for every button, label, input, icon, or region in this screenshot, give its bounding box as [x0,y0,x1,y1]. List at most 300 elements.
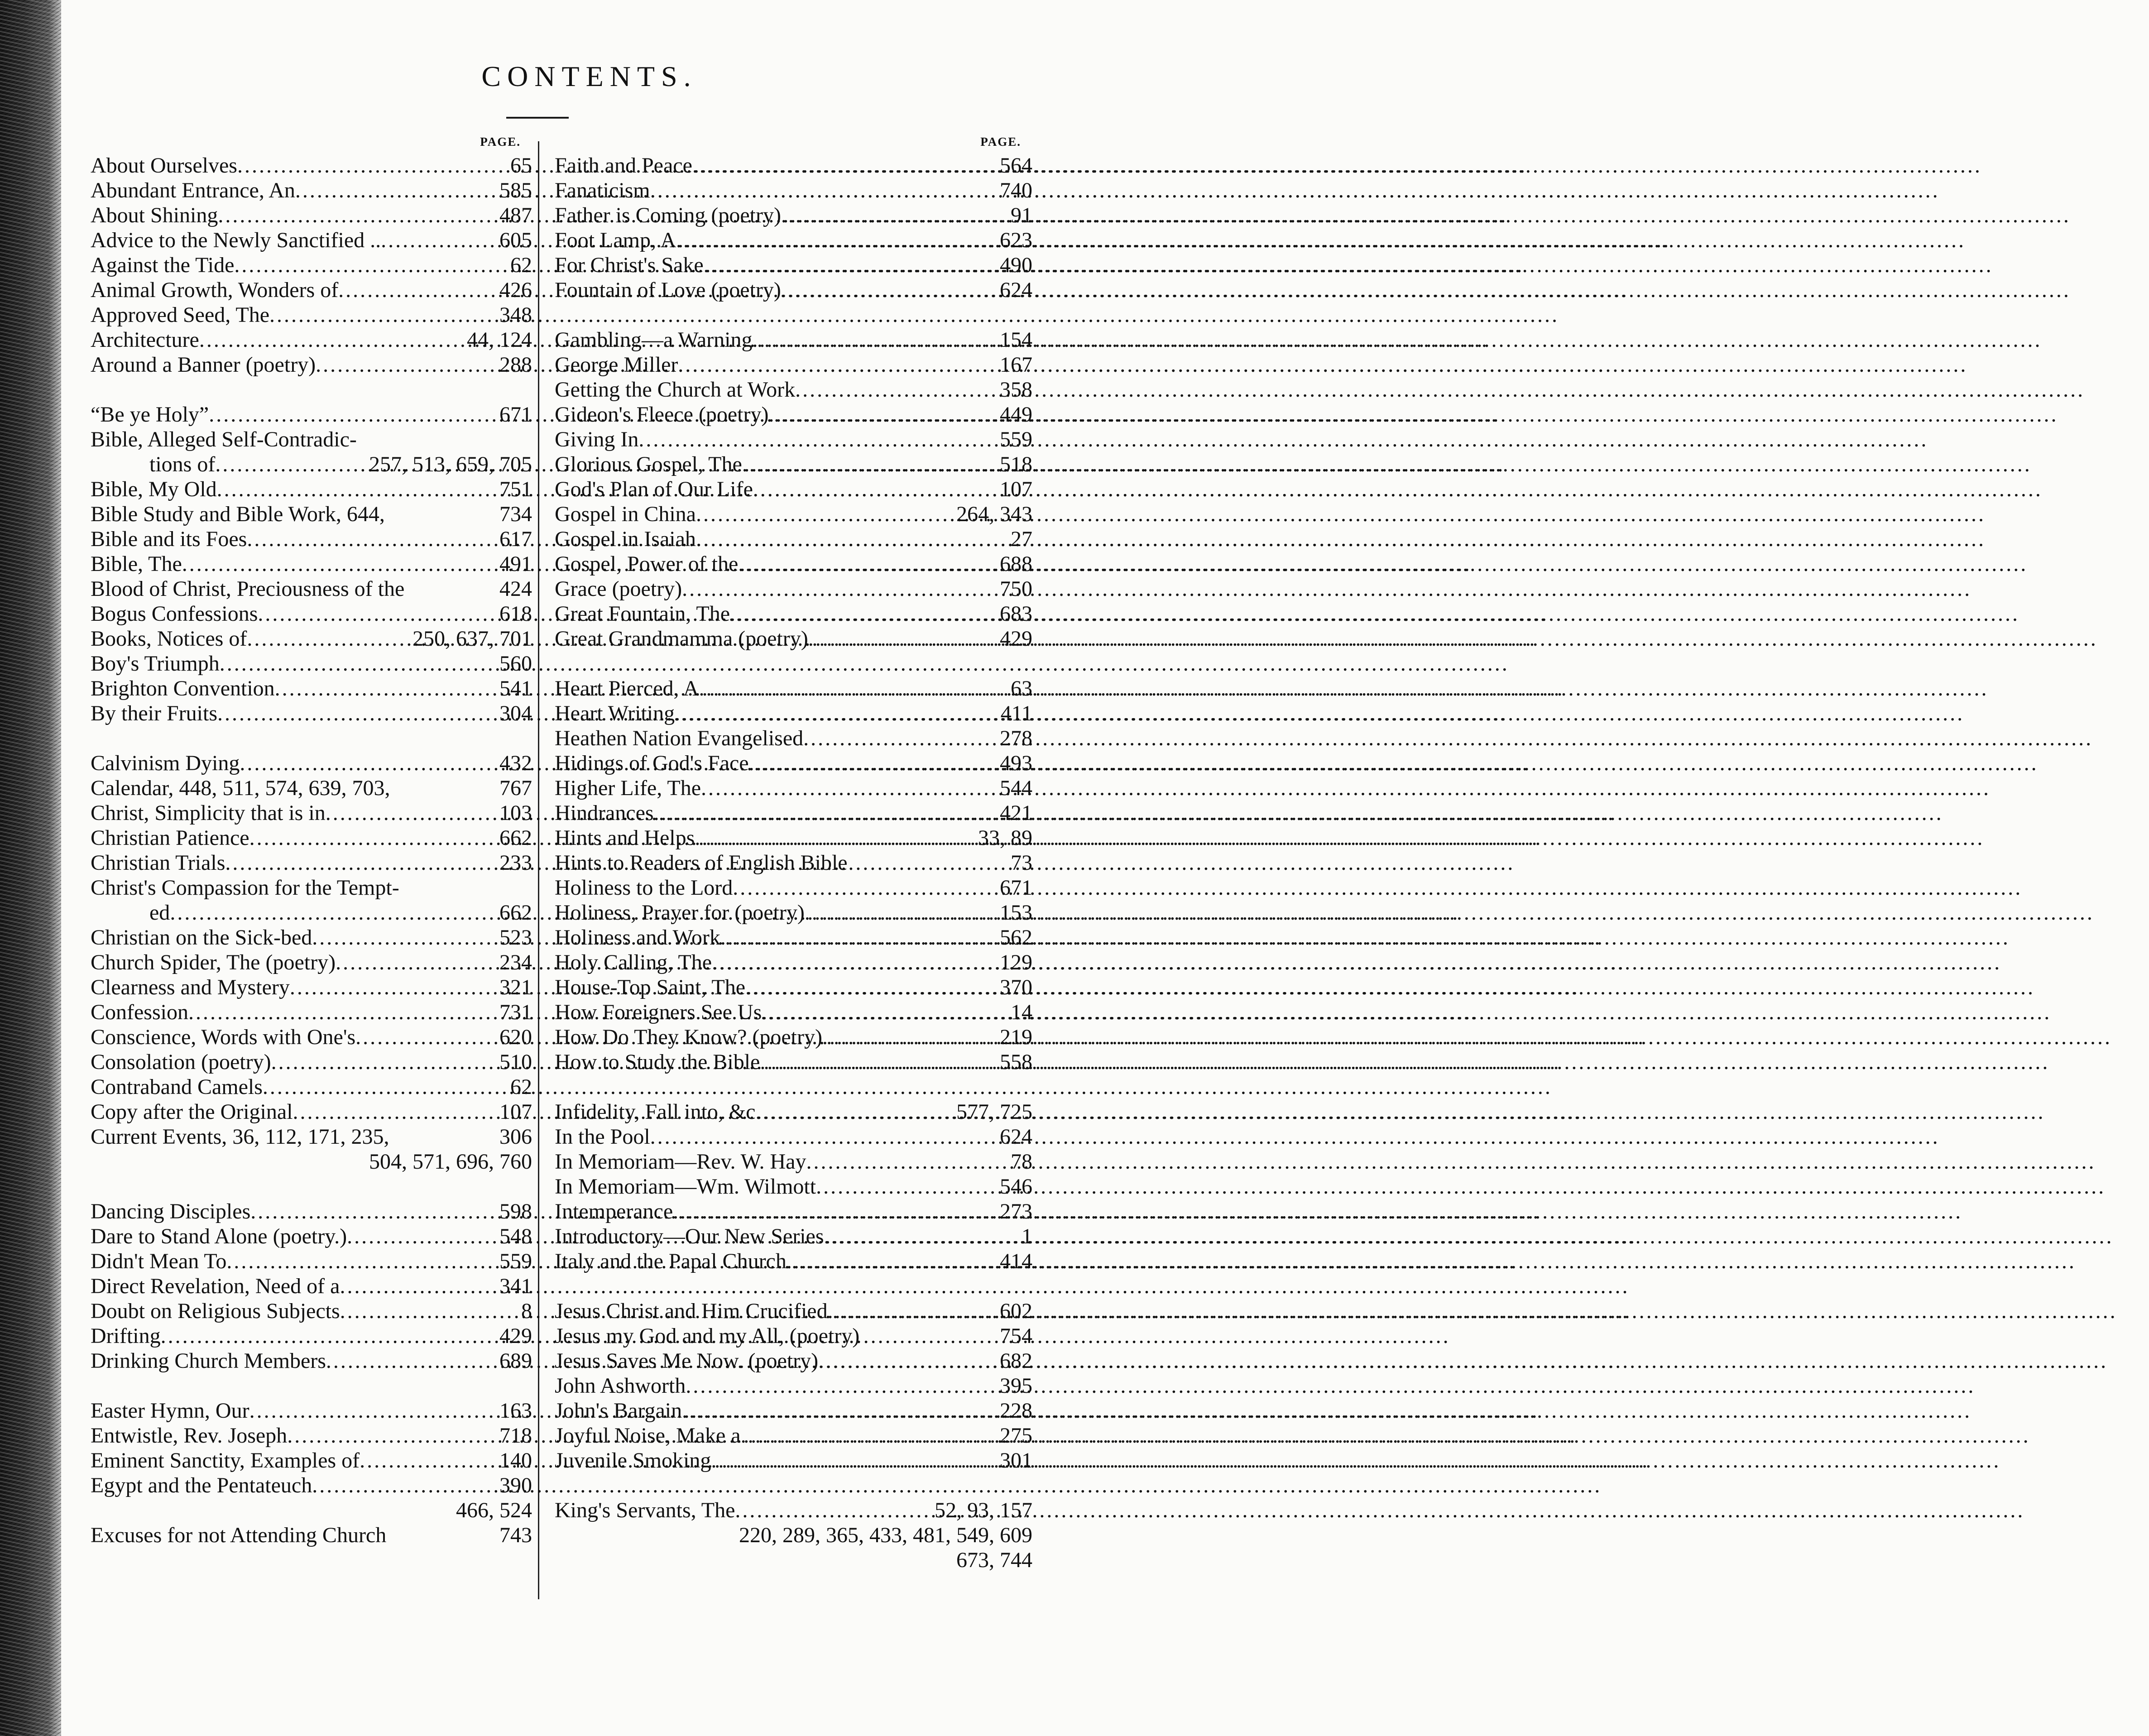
contents-entry [555,776,1032,801]
entry-page-number: 163 [499,1399,532,1423]
entry-title: Faith and Peace [555,153,692,177]
entry-title: Books, Notices of [91,627,247,651]
entry-page-number: 429 [1000,627,1032,651]
leader-dots [696,502,954,527]
entry-title: Giving In [555,427,639,451]
entry-title: Against the Tide [91,253,235,277]
entry-page-number: 33, 89 [978,826,1032,850]
leader-dots [271,1050,497,1074]
entry-title: In Memoriam—Wm. Wilmott [555,1175,816,1199]
leader-dots [250,1199,497,1224]
contents-entry [555,1448,1032,1473]
entry-title: Architecture [91,328,199,352]
section-gap [555,651,1032,676]
entry-page-number: 767 [499,776,532,800]
leader-dots [749,751,997,776]
entry-title: How Foreigners See Us [555,1000,762,1024]
leader-dots [326,1348,497,1373]
entry-page-number: 73 [1011,851,1032,875]
contents-entry [91,452,532,477]
entry-page-number: 683 [1000,602,1032,626]
contents-entry [91,1124,532,1149]
leader-dots [686,1373,997,1398]
leader-dots [768,402,997,427]
entry-title: Entwistle, Rev. Joseph [91,1424,288,1448]
entry-title: Drinking Church Members [91,1349,326,1373]
section-gap [91,726,532,751]
entry-page-number: 671 [499,403,532,427]
contents-entry [91,626,532,651]
contents-entry [555,1348,1032,1373]
leader-dots [340,1274,497,1299]
contents-entry [91,352,532,377]
entry-page-number: 562 [1000,926,1032,950]
entry-title: Copy after the Original [91,1100,293,1124]
leader-dots [258,601,497,626]
entry-title: Higher Life, The [555,776,701,800]
entry-page-number: 558 [1000,1050,1032,1074]
entry-title: John Ashworth [555,1374,686,1398]
contents-column-right [555,130,1032,1573]
contents-entry [91,302,532,327]
entry-page-number: 306 [499,1125,532,1149]
leader-dots [712,950,997,975]
page-column-heading: PAGE. [480,135,521,149]
leader-dots [237,153,508,178]
contents-entry [91,701,532,726]
entry-page-number: 154 [1000,328,1032,352]
contents-entry [91,1299,532,1324]
contents-entry [555,477,1032,502]
entry-title: Fanaticism [555,178,650,202]
contents-entry [91,900,532,925]
contents-entry [555,1498,1032,1523]
entry-page-number: 493 [1000,751,1032,775]
contents-entry [555,278,1032,302]
contents-entry [91,1074,532,1099]
entry-title: Hindrances [555,801,654,825]
contents-entry [555,626,1032,651]
contents-entry [555,900,1032,925]
entry-title: Bible Study and Bible Work, 644, [91,502,385,526]
leader-dots [673,1199,997,1224]
contents-entry [555,253,1032,278]
entry-title: John's Bargain [555,1399,682,1423]
contents-entry [555,377,1032,402]
entry-title: Confession [91,1000,188,1024]
contents-entry [555,1174,1032,1199]
contents-entry [555,1000,1032,1025]
contents-entry [91,950,532,975]
contents-entry [91,1199,532,1224]
entry-title: In the Pool [555,1125,650,1149]
entry-title: Great Fountain, The [555,602,730,626]
entry-page-number: 273 [1000,1199,1032,1223]
contents-entry [91,1050,532,1074]
leader-dots [753,327,998,352]
entry-page-number: 689 [499,1349,532,1373]
leader-dots [675,701,998,726]
entry-title: Eminent Sanctity, Examples of [91,1448,360,1472]
leader-dots [824,1224,1019,1249]
leader-dots [182,551,497,576]
entry-title: George Miller [555,353,678,377]
entry-page-number: 1 [1022,1224,1032,1248]
entry-page-number: 321 [499,975,532,999]
entry-page-number: 301 [1000,1448,1032,1472]
contents-entry [555,352,1032,377]
leader-dots [682,1398,997,1423]
leader-dots [781,203,1008,228]
entry-page-number: 617 [499,527,532,551]
contents-entry [91,1398,532,1423]
leader-dots [209,402,497,427]
leader-dots [247,626,410,651]
entry-title: Excuses for not Attending Church [91,1523,387,1547]
leader-dots [654,801,997,825]
leader-dots [293,1099,497,1124]
contents-entry [555,975,1032,1000]
leader-dots [336,950,497,975]
entry-title: Foot Lamp, A [555,228,676,252]
entry-title: Dancing Disciples [91,1199,251,1223]
leader-dots [806,1149,1008,1174]
entry-title: Christian on the Sick-bed [91,926,312,950]
leader-dots [781,278,997,302]
leader-dots [720,925,997,950]
entry-title: Current Events, 36, 112, 171, 235, [91,1125,389,1149]
entry-title: Egypt and the Pentateuch [91,1473,312,1497]
contents-entry [91,825,532,850]
contents-entry [555,825,1032,850]
entry-page-number: 624 [1000,1125,1032,1149]
leader-dots [696,527,1008,551]
entry-title: Calvinism Dying [91,751,240,775]
entry-page-number: 541 [499,676,532,700]
section-gap [555,302,1032,327]
entry-title: Father is Coming (poetry) [555,203,781,227]
entry-title: Gospel in Isaiah [555,527,696,551]
leader-dots [240,751,497,776]
leader-dots [692,153,997,178]
entry-page-number: 559 [1000,427,1032,451]
entry-page-number: 348 [499,303,532,327]
contents-entry [91,576,532,601]
entry-page-number: 275 [1000,1424,1032,1448]
entry-page-number: 754 [1000,1324,1032,1348]
entry-page-number: 390 [499,1473,532,1497]
leader-dots [188,1000,497,1025]
entry-title: Direct Revelation, Need of a [91,1274,340,1298]
contents-entry [91,1348,532,1373]
leader-dots [803,726,997,751]
leader-dots [199,327,464,352]
entry-title: Dare to Stand Alone (poetry.) [91,1224,347,1248]
entry-continuation: 466, 524 [456,1498,532,1522]
leader-dots [742,452,997,477]
leader-dots [215,452,366,477]
entry-page-number: 585 [499,178,532,202]
entry-page-number: 411 [1000,701,1032,725]
entry-title: Christian Patience [91,826,249,850]
entry-title: Italy and the Papal Church [555,1249,787,1273]
contents-entry [555,1324,1032,1348]
contents-entry [555,701,1032,726]
entry-page-number: 78 [1011,1150,1032,1174]
entry-title: Easter Hymn, Our [91,1399,249,1423]
leader-dots [217,477,497,502]
entry-page-number: 153 [1000,901,1032,925]
entry-title: Contraband Camels [91,1075,263,1099]
entry-page-number: 688 [1000,552,1032,576]
entry-title: Gospel, Power of the [555,552,739,576]
contents-entry [555,228,1032,253]
entry-page-number: 14 [1011,1000,1032,1024]
entry-title: Jesus Saves Me Now. (poetry) [555,1349,819,1373]
entry-continuation: Bible, Alleged Self-Contradic- [91,427,357,451]
entry-title: Jesus Christ and Him Crucified [555,1299,828,1323]
entry-page-number: 602 [1000,1299,1032,1323]
entry-page-number: 598 [499,1199,532,1223]
entry-page-number: 395 [1000,1374,1032,1398]
entry-title: Bogus Confessions [91,602,258,626]
entry-title: About Shining [91,203,218,227]
entry-title: Intemperance [555,1199,673,1223]
section-gap [91,377,532,402]
entry-page-number: 546 [1000,1175,1032,1199]
contents-entry [555,676,1032,701]
contents-entry [555,751,1032,776]
contents-entry [555,452,1032,477]
entry-title: Bible, The [91,552,182,576]
entry-page-number: 564 [1000,153,1032,177]
entry-title: Great Grandmamma (poetry) [555,627,808,651]
entry-page-number: 662 [499,826,532,850]
contents-entry [555,576,1032,601]
leader-dots [234,253,508,278]
leader-dots [808,626,997,651]
entry-continuation: Christ's Compassion for the Tempt- [91,876,399,900]
entry-title: Christ, Simplicity that is in [91,801,326,825]
entry-continuation: 673, 744 [956,1548,1032,1572]
leader-dots [170,900,497,925]
leader-dots [269,302,497,327]
section-gap [91,1174,532,1199]
leader-dots [676,228,997,253]
contents-entry [555,178,1032,203]
entry-page-number: 523 [499,926,532,950]
leader-dots [247,527,497,551]
entry-title: Conscience, Words with One's [91,1025,356,1049]
entry-title: By their Fruits [91,701,218,725]
entry-page-number: 27 [1011,527,1032,551]
contents-entry [555,1423,1032,1448]
entry-title: Gideon's Fleece (poetry) [555,403,769,427]
contents-entry [91,776,532,801]
contents-entry [555,527,1032,551]
entry-title: Hidings of God's Face [555,751,749,775]
contents-entry [91,1000,532,1025]
contents-entry [555,1050,1032,1074]
entry-title: Clearness and Mystery [91,975,290,999]
entry-title: Animal Growth, Wonders of [91,278,339,302]
contents-entry [555,601,1032,626]
leader-dots [762,1000,1008,1025]
entry-title: Consolation (poetry) [91,1050,271,1074]
entry-title: In Memoriam—Rev. W. Hay [555,1150,806,1174]
entry-title: Bible, My Old [91,477,217,501]
entry-page-number: 107 [1000,477,1032,501]
contents-entry [555,327,1032,352]
leader-dots [355,1025,497,1050]
entry-page-number: 560 [499,652,532,676]
leader-dots [326,801,497,825]
entry-page-number: 577, 725 [956,1100,1032,1124]
entry-page-number: 257, 513, 659, 705 [369,452,532,476]
entry-title: Approved Seed, The [91,303,270,327]
entry-title: Joyful Noise, Make a [555,1424,741,1448]
contents-entry [555,1224,1032,1249]
contents-entry [555,153,1032,178]
leader-dots [701,776,997,801]
leader-dots [704,253,997,278]
entry-page-number: 264, 343 [956,502,1032,526]
leader-dots [290,975,497,1000]
leader-dots [738,551,997,576]
leader-dots [760,1050,997,1074]
entry-page-number: 624 [1000,278,1032,302]
entry-page-number: 250, 637, 701 [413,627,532,651]
leader-dots [225,850,497,875]
entry-page-number: 62 [510,1075,532,1099]
entry-page-number: 751 [499,477,532,501]
entry-title: tions of [149,452,216,476]
entry-page-number: 559 [499,1249,532,1273]
entry-title: Fountain of Love (poetry) [555,278,781,302]
contents-entry [91,1523,532,1548]
entry-title: Boy's Triumph [91,652,220,676]
contents-entry [91,676,532,701]
leader-dots [741,1423,997,1448]
contents-entry [91,850,532,875]
contents-entry [91,1249,532,1274]
entry-page-number: 750 [1000,577,1032,601]
contents-entry [555,1299,1032,1324]
leader-dots [755,1099,954,1124]
entry-page-number: 288 [499,353,532,377]
leader-dots [161,1324,497,1348]
entry-title: Infidelity, Fall into, &c [555,1100,756,1124]
entry-page-number: 490 [1000,253,1032,277]
entry-page-number: 341 [499,1274,532,1298]
entry-page-number: 426 [499,278,532,302]
entry-page-number: 734 [499,502,532,526]
leader-dots [295,178,497,203]
leader-dots [733,875,997,900]
entry-title: Heathen Nation Evangelised [555,726,804,750]
entry-page-number: 671 [1000,876,1032,900]
entry-title: God's Plan of Our Life [555,477,753,501]
entry-title: Brighton Convention [91,676,275,700]
contents-entry [555,925,1032,950]
entry-page-number: 682 [1000,1349,1032,1373]
leader-dots [753,477,997,502]
entry-page-number: 228 [1000,1399,1032,1423]
entry-title: Gambling—a Warning [555,328,753,352]
entry-title: Bible and its Foes [91,527,247,551]
entry-page-number: 219 [1000,1025,1032,1049]
contents-entry [91,751,532,776]
entry-title: ed [149,901,170,925]
leader-dots [287,1423,497,1448]
entry-page-number: 491 [499,552,532,576]
entry-page-number: 623 [1000,228,1032,252]
entry-title: House-Top Saint, The [555,975,746,999]
contents-entry [555,1199,1032,1224]
page-title: CONTENTS. [481,60,697,92]
entry-page-number: 743 [499,1523,532,1547]
contents-entry [555,203,1032,228]
entry-title: Holiness and Work [555,926,720,950]
leader-dots [249,1398,497,1423]
contents-entry [555,850,1032,875]
leader-dots [316,352,497,377]
leader-dots [650,178,997,203]
leader-dots [650,1124,997,1149]
contents-entry [555,1398,1032,1423]
contents-entry [91,402,532,427]
leader-dots [787,1249,997,1274]
leader-dots [730,601,997,626]
entry-title: Heart Writing [555,701,675,725]
entry-page-number: 544 [1000,776,1032,800]
entry-page-number: 487 [499,203,532,227]
leader-dots [220,651,497,676]
entry-title: About Ourselves [91,153,237,177]
leader-dots [822,1025,997,1050]
leader-dots [828,1299,997,1324]
entry-title: Around a Banner (poetry) [91,353,316,377]
leader-dots [275,676,497,701]
contents-entry [91,178,532,203]
entry-page-number: 140 [499,1448,532,1472]
entry-page-number: 432 [499,751,532,775]
entry-title: How Do They Know? (poetry) [555,1025,822,1049]
section-gap [555,1074,1032,1099]
contents-entry [555,950,1032,975]
entry-page-number: 620 [499,1025,532,1049]
leader-dots [816,1174,997,1199]
entry-page-number: 429 [499,1324,532,1348]
contents-entry [91,1025,532,1050]
entry-title: Calendar, 448, 511, 574, 639, 703, [91,776,390,800]
contents-entry [555,875,1032,900]
entry-title: Jesus my God and my All, (poetry) [555,1324,860,1348]
entry-page-number: 731 [499,1000,532,1024]
entry-title: Christian Trials [91,851,225,875]
entry-page-number: 618 [499,602,532,626]
entry-page-number: 52, 93, 157 [935,1498,1032,1522]
leader-dots [226,1249,497,1274]
leader-dots [217,701,497,726]
section-gap [91,1373,532,1398]
entry-title: Holiness to the Lord [555,876,733,900]
entry-title: Heart Pierced, A [555,676,699,700]
entry-title: Didn't Mean To [91,1249,227,1273]
contents-column-left [91,130,532,1548]
leader-dots [381,228,497,253]
leader-dots [711,1448,997,1473]
